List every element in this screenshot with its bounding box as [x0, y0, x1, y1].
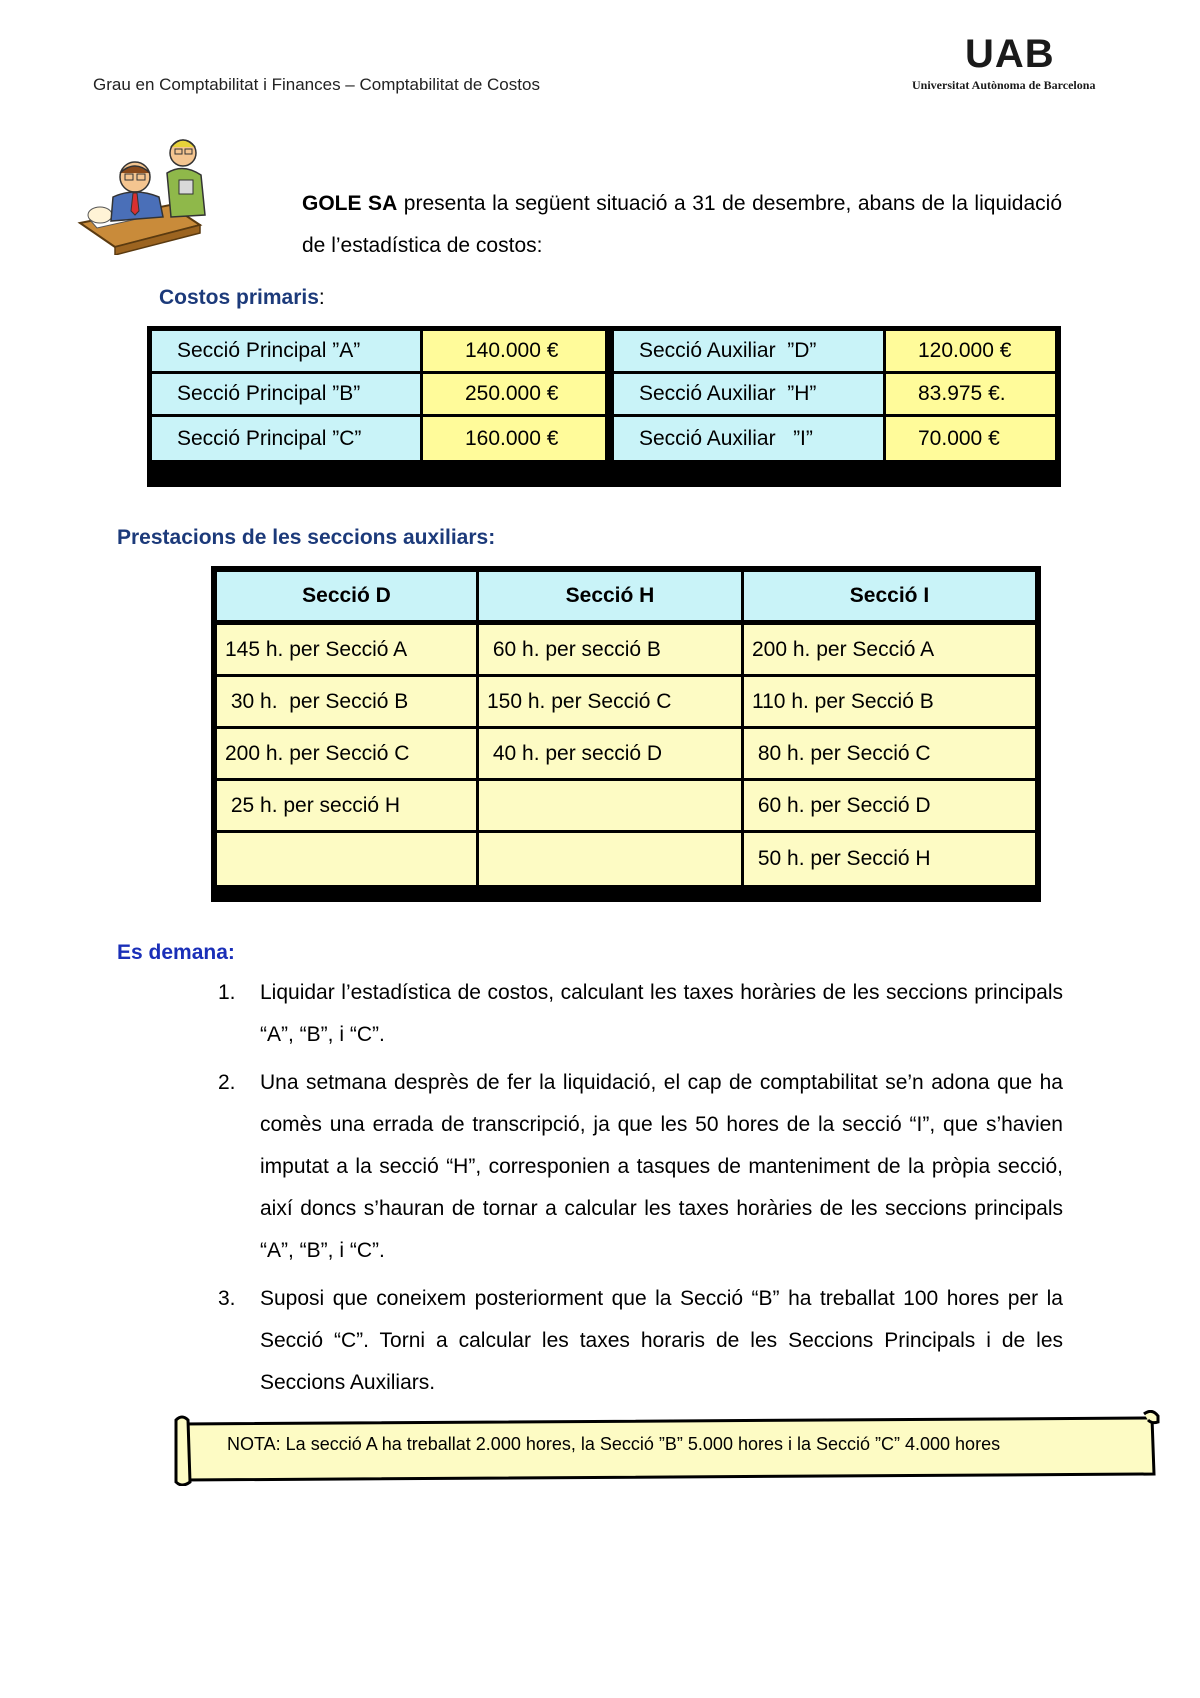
- table-cell: [479, 833, 744, 885]
- column-header: Secció I: [744, 572, 1035, 625]
- section-label: Secció Auxiliar ”D”: [614, 331, 886, 374]
- section-value: 83.975 €.: [886, 374, 1055, 417]
- section-value: 120.000 €: [886, 331, 1055, 374]
- table-cell: 60 h. per secció B: [479, 625, 744, 677]
- costos-title: Costos primaris: [159, 286, 319, 309]
- auxiliar-sections-table: [614, 331, 1055, 460]
- intro-text: presenta la següent situació a 31 de desembre, abans de la liquidació de l’estadística de costos:: [302, 192, 1062, 257]
- table-cell: [479, 781, 744, 833]
- prestacions-title: Prestacions de les seccions auxiliars:: [117, 526, 496, 549]
- office-workers-illustration: [75, 135, 215, 255]
- item-text: Una setmana desprès de fer la liquidació, el cap de comptabilitat se’n adona que ha comès una errada de transcripció, ja que les 50 hores de la secció “I”, que s’havien imputat a la secció “H”, corresponien a tasques de manteniment de la pròpia secció, així doncs s’hauran de tornar a calcular les taxes horàries de les seccions principals “A”, “B”, i “C”.: [260, 1071, 1063, 1262]
- section-label: Secció Auxiliar ”H”: [614, 374, 886, 417]
- table-row: [152, 417, 605, 460]
- questions-list: [218, 972, 1063, 1410]
- list-item: [218, 1278, 1063, 1404]
- section-label: Secció Principal ”A”: [152, 331, 423, 374]
- item-text: Liquidar l’estadística de costos, calculant les taxes horàries de les seccions principals “A”, “B”, i “C”.: [260, 981, 1063, 1046]
- intro-paragraph: [302, 183, 1062, 267]
- table-row: [152, 331, 605, 374]
- table-cell: 200 h. per Secció A: [744, 625, 1035, 677]
- table-cell: 30 h. per Secció B: [217, 677, 479, 729]
- column-header: Secció H: [479, 572, 744, 625]
- table-row: [217, 729, 1035, 781]
- column-header: Secció D: [217, 572, 479, 625]
- table-cell: 80 h. per Secció C: [744, 729, 1035, 781]
- table-header-row: [217, 572, 1035, 625]
- prestacions-table: [217, 572, 1035, 885]
- section-value: 70.000 €: [886, 417, 1055, 460]
- table-row: [152, 374, 605, 417]
- table-cell: 60 h. per Secció D: [744, 781, 1035, 833]
- section-value: 140.000 €: [423, 331, 605, 374]
- table-cell: 110 h. per Secció B: [744, 677, 1035, 729]
- section-label: Secció Principal ”C”: [152, 417, 423, 460]
- principal-sections-table: [152, 331, 605, 460]
- table-cell: 200 h. per Secció C: [217, 729, 479, 781]
- section-value: 160.000 €: [423, 417, 605, 460]
- section-label: Secció Principal ”B”: [152, 374, 423, 417]
- section-value: 250.000 €: [423, 374, 605, 417]
- table-row: [614, 374, 1055, 417]
- note-body: La secció A ha treballat 2.000 hores, la Secció ”B” 5.000 hores i la Secció ”C” 4.000 hores: [280, 1434, 1001, 1454]
- table-row: [217, 833, 1035, 885]
- costos-primaris-tables: [147, 326, 1061, 487]
- item-number: 2.: [218, 1071, 236, 1094]
- course-header: Grau en Comptabilitat i Finances – Comptabilitat de Costos: [93, 75, 540, 94]
- table-row: [614, 417, 1055, 460]
- table-cell: 25 h. per secció H: [217, 781, 479, 833]
- costos-title-suffix: :: [318, 286, 325, 309]
- note-label: NOTA:: [227, 1434, 281, 1454]
- note-text: [227, 1434, 1000, 1455]
- company-name: GOLE SA: [302, 192, 398, 215]
- costos-heading: [159, 286, 325, 310]
- table-cell: 50 h. per Secció H: [744, 833, 1035, 885]
- logo-subtitle: Universitat Autònoma de Barcelona: [912, 78, 1096, 92]
- item-text: Suposi que coneixem posteriorment que la Secció “B” ha treballat 100 hores per la Secció “C”. Torni a calcular les taxes horaris de les Seccions Principals i de les Seccions Auxiliars.: [260, 1287, 1063, 1394]
- list-item: [218, 1062, 1063, 1272]
- note-scroll: [172, 1410, 1160, 1486]
- table-cell: [217, 833, 479, 885]
- logo-mark: UAB: [965, 32, 1055, 76]
- table-row: [217, 625, 1035, 677]
- item-number: 1.: [218, 981, 236, 1004]
- item-number: 3.: [218, 1287, 236, 1310]
- table-row: [614, 331, 1055, 374]
- demana-title: Es demana:: [117, 941, 235, 964]
- table-cell: 150 h. per Secció C: [479, 677, 744, 729]
- table-row: [217, 781, 1035, 833]
- prestacions-table-frame: [211, 566, 1041, 902]
- table-row: [217, 677, 1035, 729]
- table-cell: 145 h. per Secció A: [217, 625, 479, 677]
- uab-logo: [910, 28, 1115, 102]
- table-cell: 40 h. per secció D: [479, 729, 744, 781]
- section-label: Secció Auxiliar ”I”: [614, 417, 886, 460]
- list-item: [218, 972, 1063, 1056]
